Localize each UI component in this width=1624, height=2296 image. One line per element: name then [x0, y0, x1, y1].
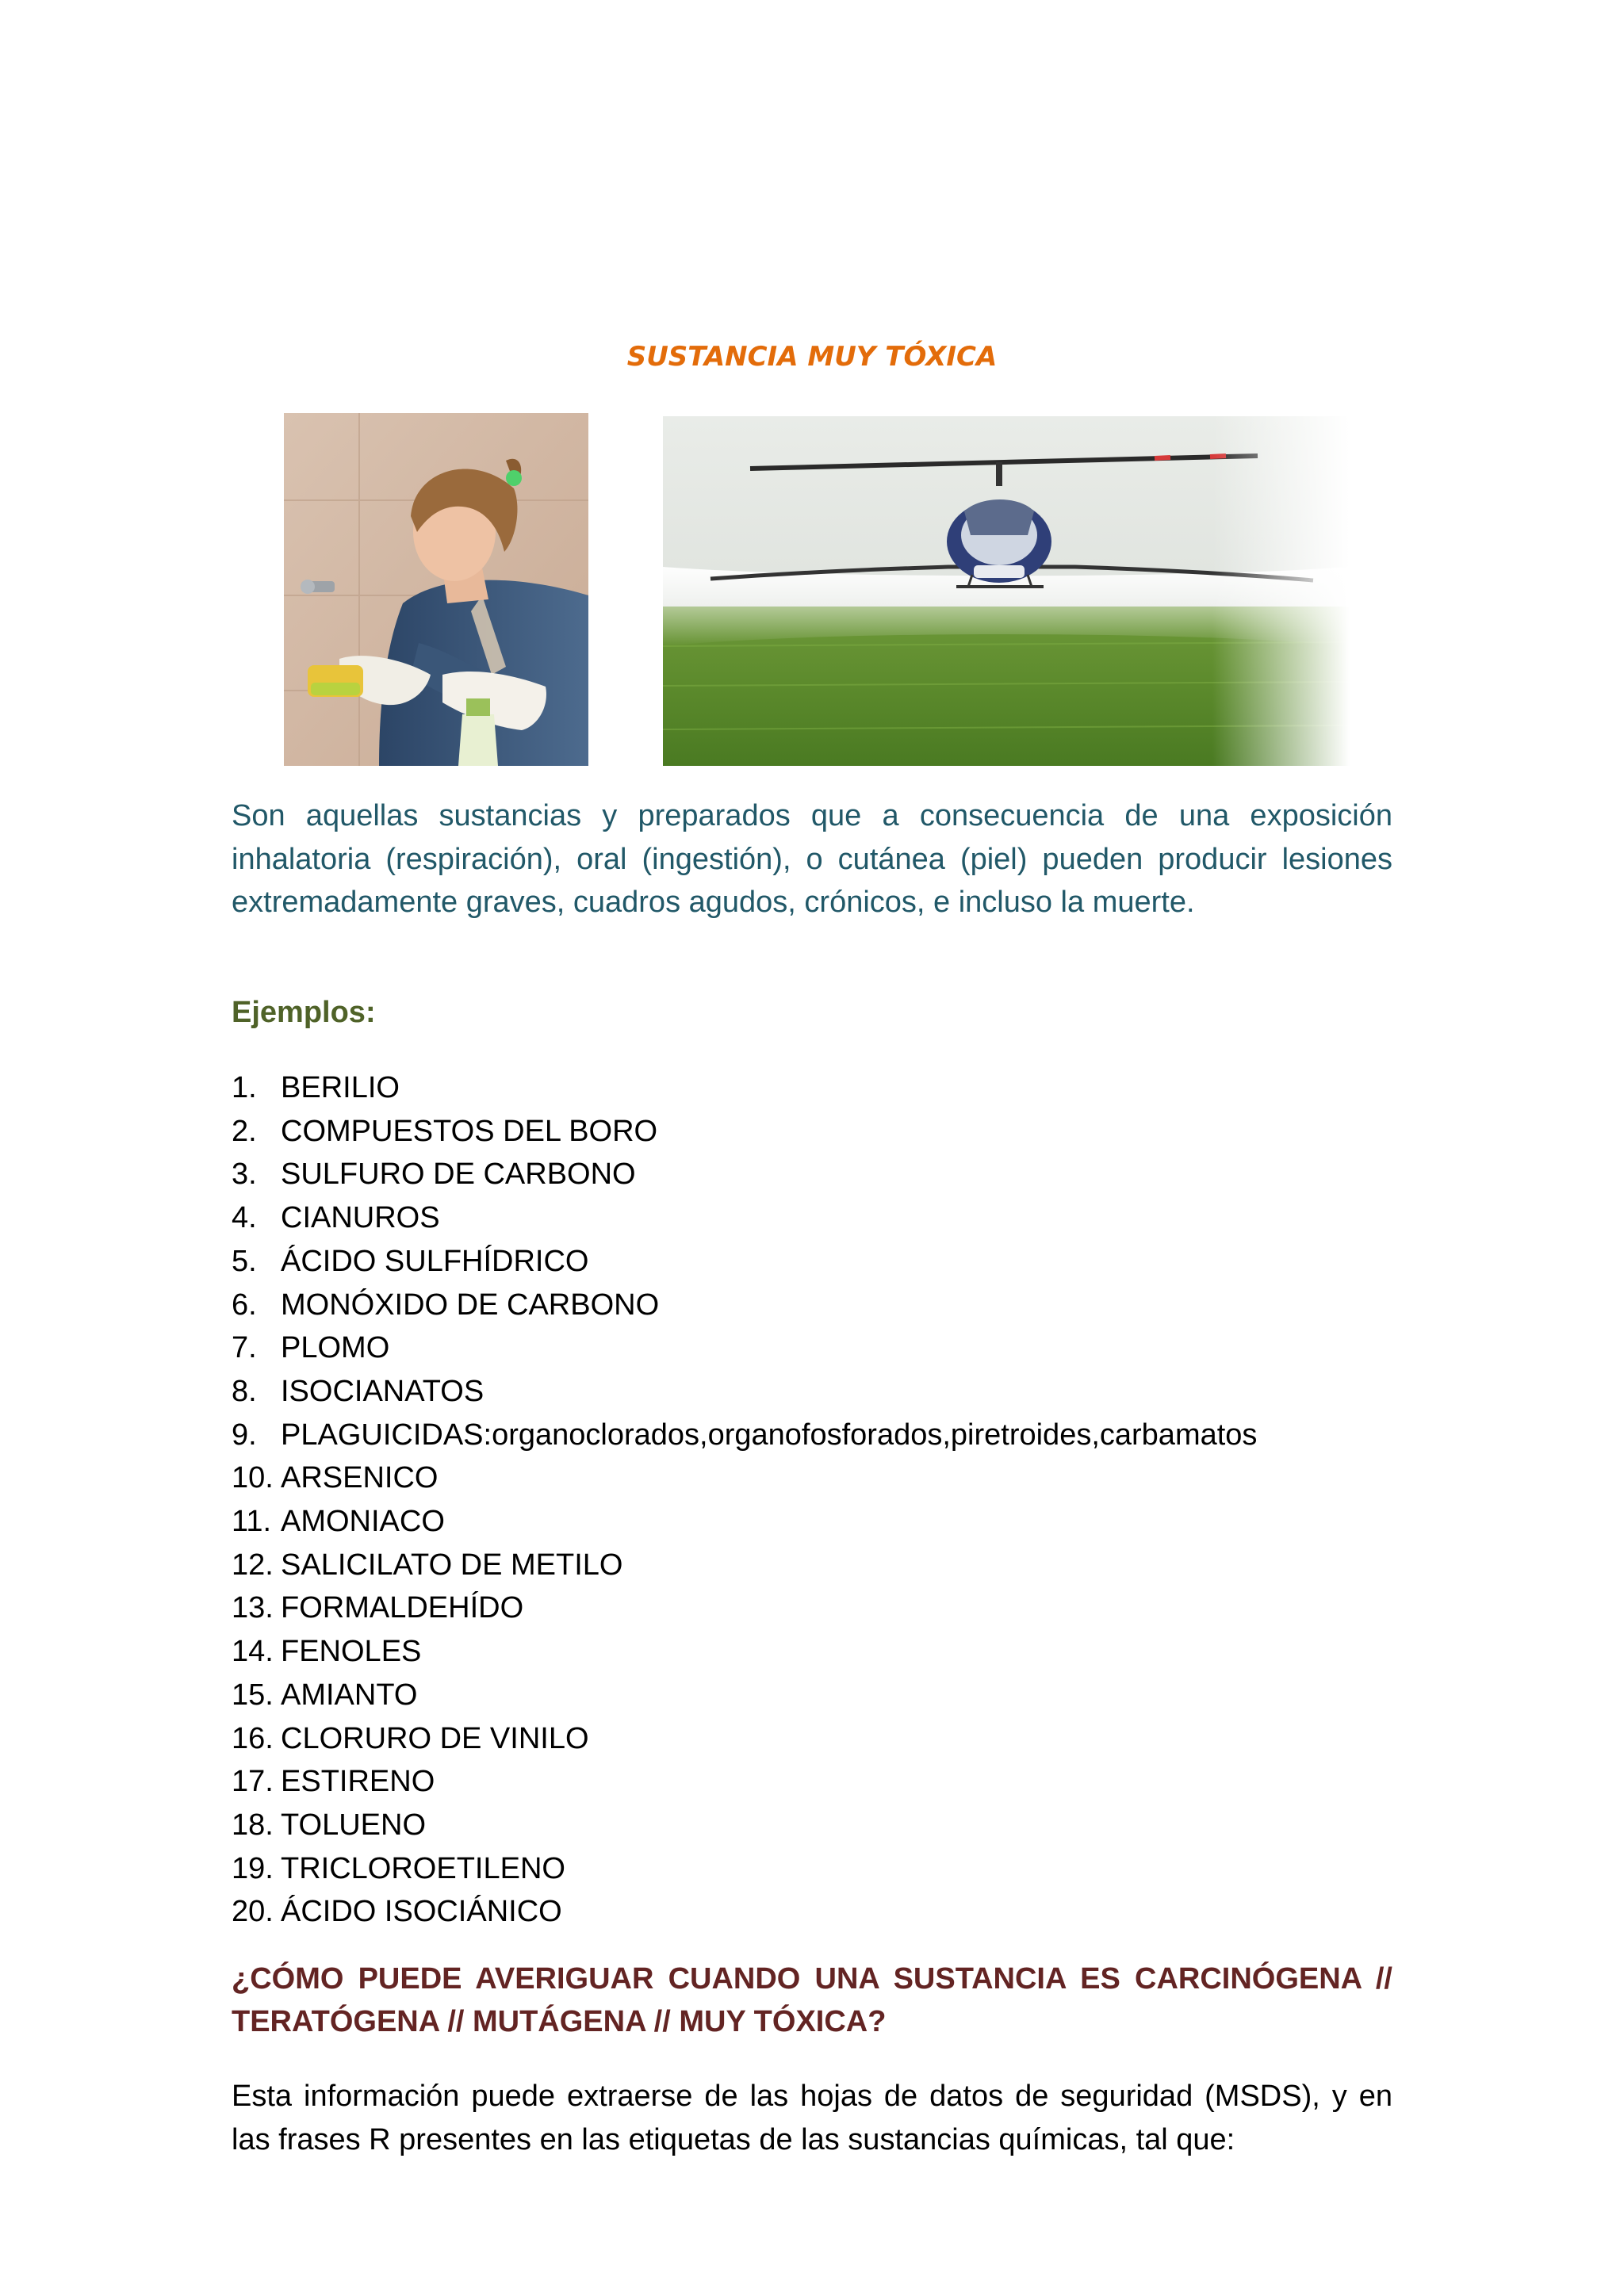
list-item-number: 17. [232, 1765, 274, 1799]
list-item-label: MONÓXIDO DE CARBONO [281, 1288, 660, 1322]
list-item [232, 1110, 1421, 1154]
list-item [232, 1326, 1421, 1370]
list-item [232, 1586, 1421, 1630]
list-item-label: ARSENICO [281, 1461, 439, 1495]
list-item-number: 13. [232, 1591, 274, 1625]
examples-list [232, 1066, 1421, 1934]
list-item [232, 1370, 1421, 1414]
answer-paragraph: Esta información puede extraerse de las hojas de datos de seguridad (MSDS), y en las frases R presentes en las etiquetas de las sustancias químicas, tal que: [232, 2080, 1392, 2156]
list-item-label: FORMALDEHÍDO [281, 1591, 524, 1625]
list-item-number: 8. [232, 1374, 257, 1408]
list-item-number: 7. [232, 1331, 257, 1365]
list-item [232, 1500, 1421, 1544]
cleaning-worker-photo [284, 413, 588, 766]
list-item-label: PLAGUICIDAS:organoclorados,organofosforados,piretroides,carbamatos [281, 1418, 1258, 1452]
list-item-label: CLORURO DE VINILO [281, 1721, 589, 1755]
list-item [232, 1196, 1421, 1240]
list-item [232, 1544, 1421, 1587]
list-item-number: 14. [232, 1635, 274, 1669]
list-item [232, 1066, 1421, 1110]
list-item-number: 15. [232, 1678, 274, 1712]
list-item-number: 4. [232, 1201, 257, 1235]
intro-paragraph: Son aquellas sustancias y preparados que a consecuencia de una exposición inhalatoria (respiración), oral (ingestión), o cutánea (piel) pueden producir lesiones extremadamente graves, cuadros agudos, crónicos, e incluso la muerte. [232, 799, 1392, 919]
list-item-number: 20. [232, 1895, 274, 1929]
page-title: SUSTANCIA MUY TÓXICA [626, 341, 998, 373]
list-item-number: 16. [232, 1721, 274, 1755]
list-item-number: 9. [232, 1418, 257, 1452]
list-item [232, 1804, 1421, 1847]
list-item-number: 11. [232, 1505, 272, 1539]
list-item-number: 19. [232, 1851, 274, 1885]
list-item-label: AMIANTO [281, 1678, 418, 1712]
examples-heading: Ejemplos: [232, 996, 376, 1029]
list-item-label: CIANUROS [281, 1201, 440, 1235]
list-item-label: TOLUENO [281, 1808, 427, 1842]
list-item-number: 3. [232, 1158, 257, 1192]
list-item-number: 12. [232, 1548, 274, 1582]
list-item-label: BERILIO [281, 1071, 400, 1104]
list-item [232, 1284, 1421, 1327]
list-item-label: COMPUESTOS DEL BORO [281, 1114, 658, 1148]
list-item [232, 1760, 1421, 1804]
list-item-label: ÁCIDO SULFHÍDRICO [281, 1244, 589, 1278]
list-item [232, 1717, 1421, 1761]
list-item-number: 10. [232, 1461, 274, 1495]
list-item-label: TRICLOROETILENO [281, 1851, 565, 1885]
list-item [232, 1674, 1421, 1717]
list-item [232, 1630, 1421, 1674]
list-item-label: SALICILATO DE METILO [281, 1548, 623, 1582]
list-item [232, 1240, 1421, 1284]
list-item-number: 18. [232, 1808, 274, 1842]
list-item-label: PLOMO [281, 1331, 390, 1365]
helicopter-spraying-photo [663, 416, 1350, 766]
list-item-number: 6. [232, 1288, 257, 1322]
question-heading: ¿CÓMO PUEDE AVERIGUAR CUANDO UNA SUSTANCIA ES CARCINÓGENA // TERATÓGENA // MUTÁGENA // MUY TÓXICA? [232, 1962, 1392, 2038]
list-item-label: SULFURO DE CARBONO [281, 1158, 636, 1192]
list-item-number: 2. [232, 1114, 257, 1148]
list-item [232, 1414, 1421, 1457]
list-item-label: ISOCIANATOS [281, 1374, 485, 1408]
list-item-label: ÁCIDO ISOCIÁNICO [281, 1895, 562, 1929]
list-item [232, 1153, 1421, 1196]
list-item-label: AMONIACO [281, 1505, 445, 1539]
list-item [232, 1456, 1421, 1500]
list-item-number: 1. [232, 1071, 257, 1104]
list-item [232, 1847, 1421, 1891]
list-item-number: 5. [232, 1244, 257, 1278]
list-item-label: ESTIRENO [281, 1765, 435, 1799]
list-item [232, 1890, 1421, 1934]
list-item-label: FENOLES [281, 1635, 422, 1669]
